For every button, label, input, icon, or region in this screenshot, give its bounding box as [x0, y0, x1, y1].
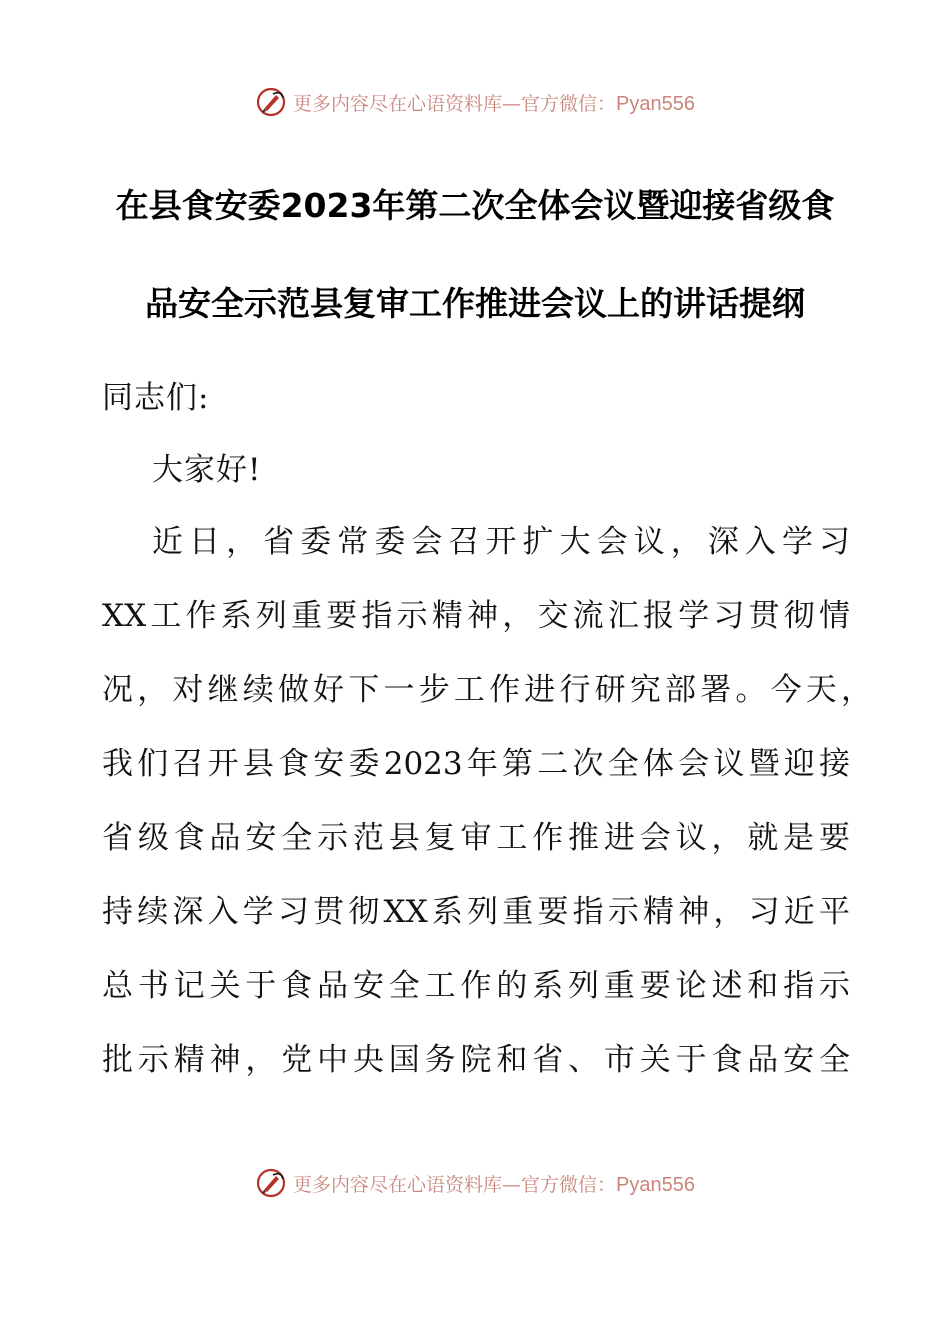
paragraph-line: 省级食品安全示范县复审工作推进会议，就是要 [102, 820, 850, 856]
pen-logo-icon [255, 86, 287, 118]
watermark-text: 更多内容尽在心语资料库—官方微信：Pyan556 [293, 1173, 695, 1196]
salutation: 大家好! [152, 452, 262, 488]
pen-logo-icon [255, 1167, 287, 1199]
paragraph-line: 持续深入学习贯彻XX系列重要指示精神，习近平 [102, 894, 850, 930]
paragraph-line: XX工作系列重要指示精神，交流汇报学习贯彻情 [102, 598, 850, 634]
paragraph-line: 况，对继续做好下一步工作进行研究部署。今天， [102, 672, 872, 708]
paragraph-line: 总书记关于食品安全工作的系列重要论述和指示 [102, 968, 850, 1004]
paragraph-line: 我们召开县食安委2023年第二次全体会议暨迎接 [102, 746, 850, 782]
greeting: 同志们: [102, 380, 210, 416]
watermark-id: Pyan556 [616, 1173, 695, 1196]
document-title-line-1: 在县食安委2023年第二次全体会议暨迎接省级食 [115, 186, 835, 225]
watermark-id: Pyan556 [616, 92, 695, 115]
document-title-line-2: 品安全示范县复审工作推进会议上的讲话提纲 [145, 284, 805, 323]
watermark-header [0, 82, 950, 122]
watermark-footer [0, 1163, 950, 1203]
paragraph-line: 批示精神，党中央国务院和省、市关于食品安全 [102, 1042, 850, 1078]
paragraph-line: 近日，省委常委会召开扩大会议，深入学习 [152, 524, 850, 560]
watermark-text: 更多内容尽在心语资料库—官方微信：Pyan556 [293, 92, 695, 115]
